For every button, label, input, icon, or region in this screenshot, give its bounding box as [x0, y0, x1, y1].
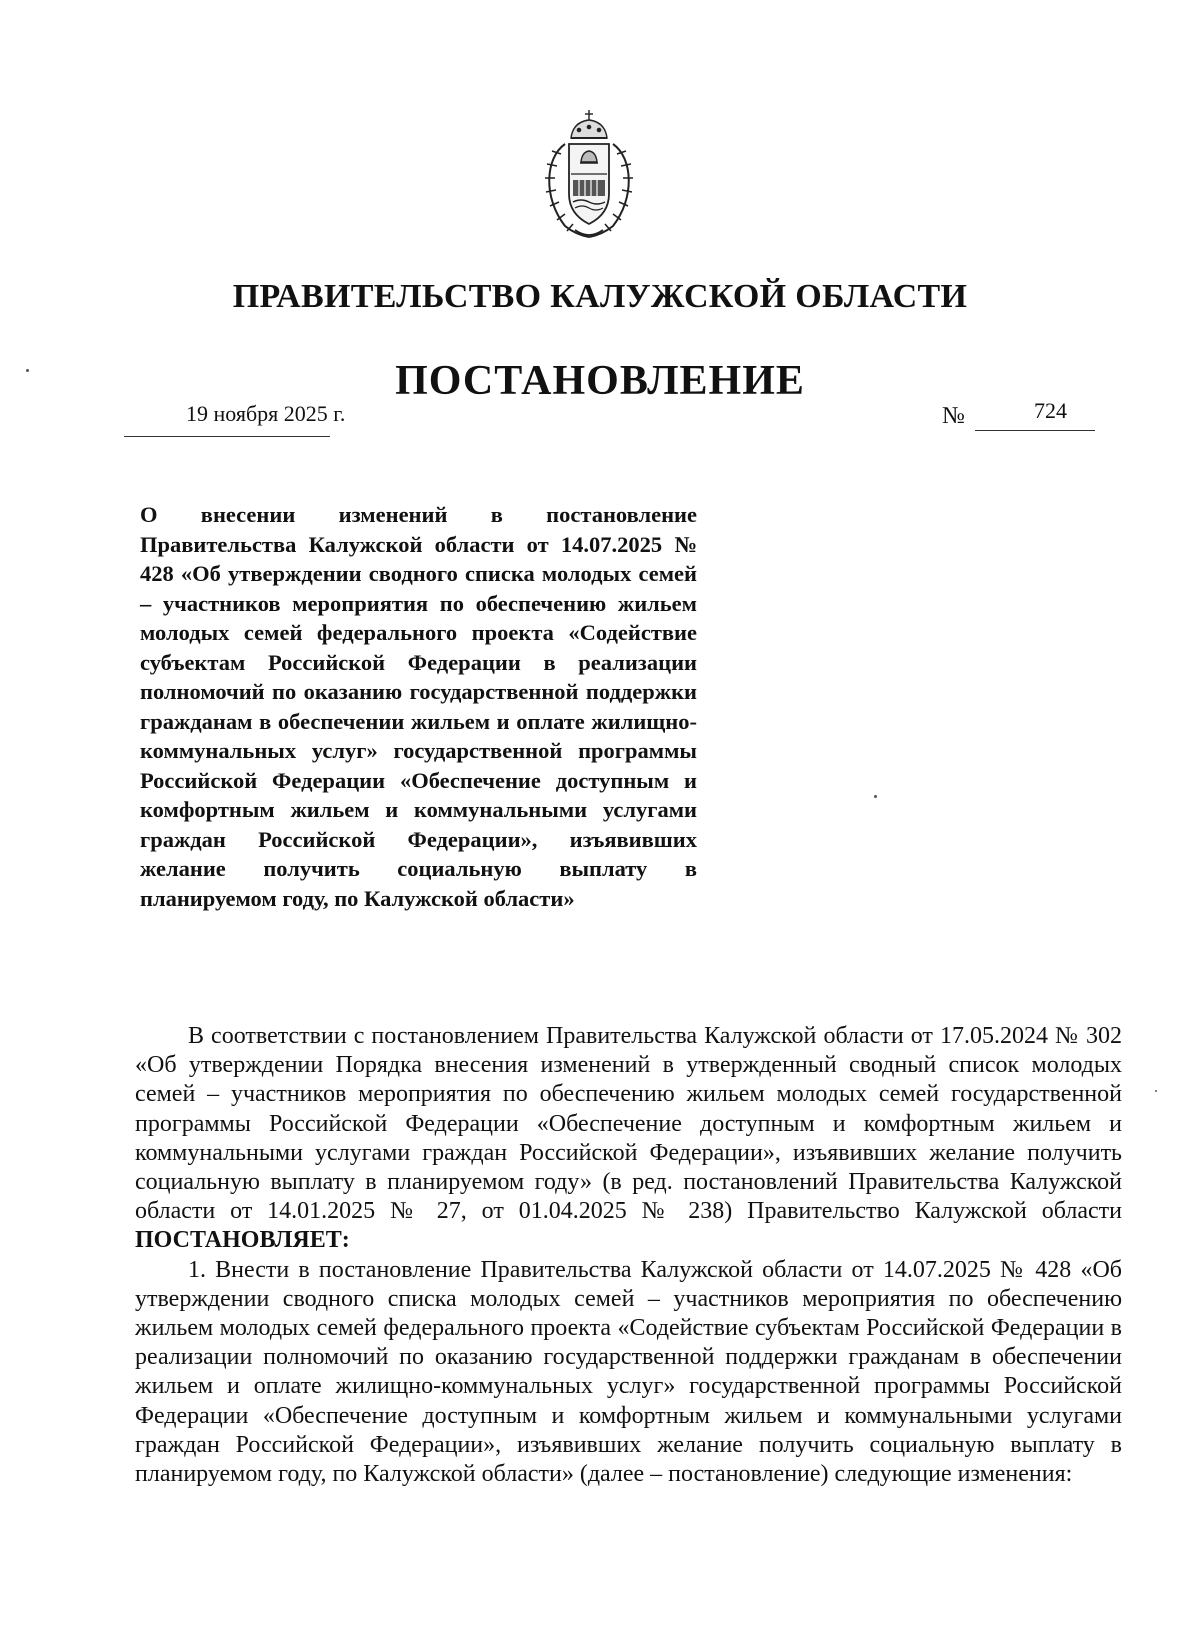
coat-of-arms-icon [535, 108, 643, 240]
scan-speck [874, 795, 877, 798]
scan-speck [26, 369, 29, 372]
item-1-paragraph: 1. Внести в постановление Правительства Калужской области от 14.07.2025 № 428 «Об утверждении сводного списка молодых семей – участников мероприятия по обеспечению жильем молодых семей федерального проекта «Содействие субъектам Российской Федерации в реализации полномочий по оказанию государственной поддержки гражданам в обеспечении жильем и оплате жилищно-коммунальных услуг» государственной программы Российской Федерации «Обеспечение доступным и комфортным жильем и коммунальными услугами граждан Российской Федерации», изъявивших желание получить социальную выплату в планируемом году, по Калужской области» (далее – постановление) следующие изменения: [135, 1256, 1122, 1488]
date-underline [124, 436, 330, 437]
number-underline [975, 430, 1095, 431]
preamble-paragraph [135, 1022, 1122, 1256]
document-type-title: ПОСТАНОВЛЕНИЕ [395, 358, 805, 404]
document-subject: О внесении изменений в постановление Правительства Калужской области от 14.07.2025 № 428 «Об утверждении сводного списка молодых семей – участников мероприятия по обеспечению жильем молодых семей федерального проекта «Содействие субъектам Российской Федерации в реализации полномочий по оказанию государственной поддержки гражданам в обеспечении жильем и оплате жилищно-коммунальных услуг» государственной программы Российской Федерации «Обеспечение доступным и комфортным жильем и коммунальными услугами граждан Российской Федерации», изъявивших желание получить социальную выплату в планируемом году, по Калужской области» [140, 502, 697, 911]
document-number: 724 [1034, 398, 1067, 423]
scan-speck [1155, 1090, 1157, 1092]
government-title: ПРАВИТЕЛЬСТВО КАЛУЖСКОЙ ОБЛАСТИ [232, 278, 968, 315]
preamble-text: В соответствии с постановлением Правительства Калужской области от 17.05.2024 № 302 «Об утверждении Порядка внесения изменений в утвержденный сводный список молодых семей – участников мероприятия по обеспечению жильем молодых семей государственной программы Российской Федерации «Обеспечение доступным и комфортным жильем и коммунальными услугами граждан Российской Федерации», изъявивших желание получить социальную выплату в планируемом году» (в ред. постановлений Правительства Калужской области от 14.01.2025 № 27, от 01.04.2025 № 238) Правительство Калужской области [135, 1023, 1122, 1225]
document-body [135, 1022, 1122, 1489]
number-sign: № [942, 403, 965, 429]
document-date: 19 ноября 2025 г. [186, 401, 346, 426]
resolves-word: ПОСТАНОВЛЯЕТ: [135, 1227, 350, 1254]
